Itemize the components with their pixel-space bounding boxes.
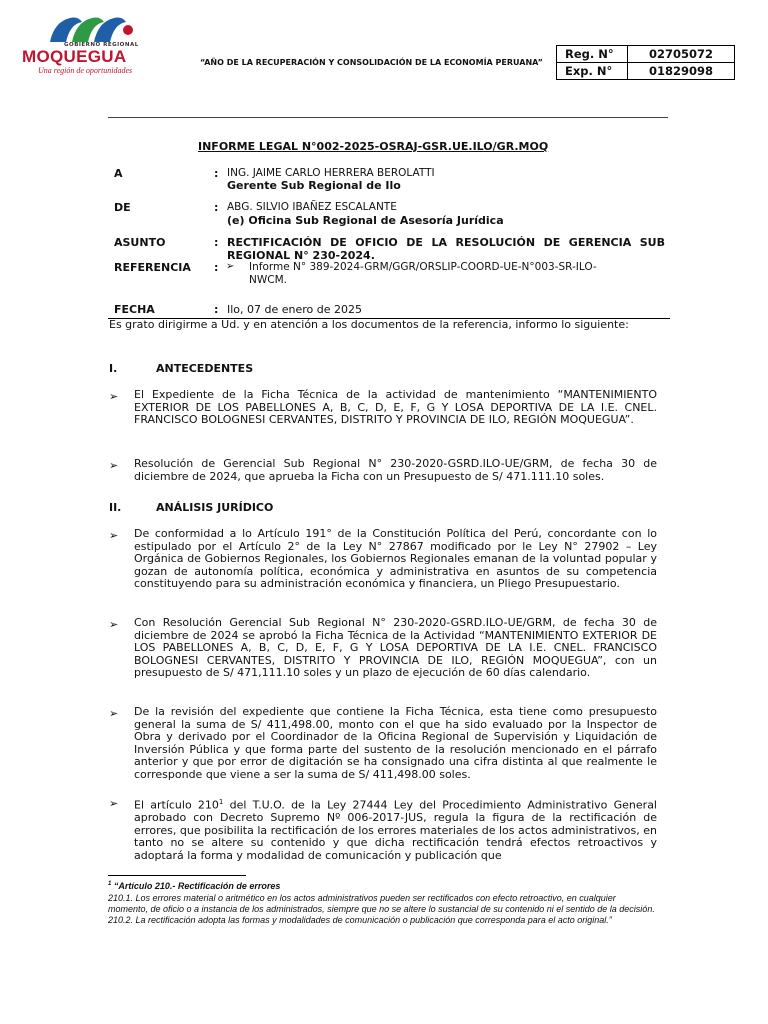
antecedente-1: El Expediente de la Ficha Técnica de la actividad de mantenimiento “MANTENIMIENTO EXTERIOR DE LOS PABELLONES A, B, C, D, E, F, G Y LOSA DEPORTIVA DE LA I.E. CNEL. FRANCISCO BOLOGNESI CERVANTES, DISTRITO Y PROVINCIA DE ILO, REGIÓN MOQUEGUA”. [134, 388, 657, 427]
exp-label: Exp. N° [557, 63, 628, 80]
field-de-label: DE [114, 201, 131, 214]
arrow-bullet-icon: ➢ [109, 797, 119, 810]
arrow-bullet-icon: ➢ [109, 618, 119, 631]
field-fecha-colon: : [214, 303, 219, 316]
field-a-label: A [114, 167, 123, 180]
field-ref-line1: Informe N° 389-2024-GRM/GGR/ORSLIP-COORD-UE-N°003-SR-ILO- [249, 261, 597, 273]
footnote-rule [108, 875, 246, 876]
field-a-colon: : [214, 167, 219, 180]
field-de-colon: : [214, 201, 219, 214]
arrow-bullet-icon: ➢ [109, 707, 119, 720]
analisis-2: Con Resolución Gerencial Sub Regional N° 230-2020-GSRD.ILO-UE/GRM, de fecha 30 de diciembre de 2024 se aprobó la Ficha Técnica de la Actividad “MANTENIMIENTO EXTERIOR DE LOS PABELLONES A, B, C, D, E, F, G Y LOSA DEPORTIVA DE LA I.E. CNEL. FRANCISCO BOLOGNESI CERVANTES, DISTRITO Y PROVINCIA DE ILO, REGIÓN MOQUEGUA”, con un presupuesto de S/ 471,111.10 soles y un plazo de ejecución de 60 días calendario. [134, 616, 657, 680]
field-de-name: ABG. SILVIO IBAÑEZ ESCALANTE [227, 201, 397, 213]
logo-slogan: Una región de oportunidades [38, 66, 133, 75]
field-asunto-line2: REGIONAL N° 230-2024. [227, 249, 375, 262]
footnote-body: 210.1. Los errores material o aritmético en los actos administrativos pueden ser rectificados con efecto retroactivo, en cualquier momento, de oficio o a instancia de los administrados, siempre que no se altere lo sustancial de su contenido ni el sentido de la decisión. 210.2. La rectificación adopta las formas y modalidades de comunicación o publicación que corresponda para el acto original.” [108, 893, 655, 926]
section-2-title: ANÁLISIS JURÍDICO [156, 501, 274, 514]
arrow-bullet-icon: ➢ [109, 459, 119, 472]
registration-box [556, 45, 735, 80]
analisis-4-start: El artículo 210 [134, 798, 219, 812]
arrow-bullet-icon: ➢ [226, 261, 235, 272]
analisis-4 [134, 796, 657, 863]
logo-name: MOQUEGUA [22, 47, 127, 66]
field-de-role: (e) Oficina Sub Regional de Asesoría Jurídica [227, 214, 504, 227]
field-ref-line2: NWCM. [249, 274, 287, 286]
reg-value: 02705072 [628, 46, 735, 63]
section-1-title: ANTECEDENTES [156, 362, 254, 375]
year-motto: “AÑO DE LA RECUPERACIÓN Y CONSOLIDACIÓN DE LA ECONOMÍA PERUANA” [200, 58, 543, 67]
arrow-bullet-icon: ➢ [109, 529, 119, 542]
analisis-1: De conformidad a lo Artículo 191° de la Constitución Política del Perú, concordante con lo estipulado por el Artículo 2° de la Ley N° 27867 modificado por le Ley N° 27902 – Ley Orgánica de Gobiernos Regionales, los Gobiernos Regionales emanan de la voluntad popular y gozan de autonomía política, económica y administrativa en asuntos de su competencia constituyendo para su administración económica y financiera, un Pliego Presupuestario. [134, 527, 657, 591]
exp-value: 01829098 [628, 63, 735, 80]
field-asunto-label: ASUNTO [114, 236, 166, 249]
intro-paragraph: Es grato dirigirme a Ud. y en atención a los documentos de la referencia, informo lo siguiente: [109, 318, 629, 331]
field-fecha-label: FECHA [114, 303, 155, 316]
document-title: INFORME LEGAL N°002-2025-OSRAJ-GSR.UE.ILO/GR.MOQ [198, 140, 549, 153]
footnote-title: “Artículo 210.- Rectificación de errores [113, 881, 281, 891]
footnote-mark: 1 [108, 881, 112, 887]
field-ref-colon: : [214, 261, 219, 274]
antecedente-2: Resolución de Gerencial Sub Regional N° 230-2020-GSRD.ILO-UE/GRM, de fecha 30 de diciembre de 2024, que aprueba la Ficha con un Presupuesto de S/ 471.111.10 soles. [134, 457, 657, 483]
footnote-ref-mark: 1 [218, 798, 224, 806]
field-fecha-value: Ilo, 07 de enero de 2025 [227, 303, 363, 316]
field-a-role: Gerente Sub Regional de Ilo [227, 179, 401, 192]
field-asunto-line1: RECTIFICACIÓN DE OFICIO DE LA RESOLUCIÓN DE GERENCIA SUB [227, 236, 665, 249]
field-asunto-colon: : [214, 236, 219, 249]
field-a-name: ING. JAIME CARLO HERRERA BEROLATTI [227, 167, 435, 179]
field-ref-label: REFERENCIA [114, 261, 191, 274]
section-2-number: II. [109, 501, 122, 514]
reg-label: Reg. N° [557, 46, 628, 63]
analisis-3: De la revisión del expediente que contiene la Ficha Técnica, esta tiene como presupuesto general la suma de S/ 411,498.00, monto con el que ha sido evaluado por la Inspector de Obra y derivado por el Coordinador de la Oficina Regional de Supervisión y Liquidación de Inversión Pública y que forma parte del sustento de la resolución mencionado en el párrafo anterior y que por error de digitación se ha consignado una cifra distinta al que realmente le corresponde que viene a ser la suma de S/ 411,498.00 soles. [134, 705, 657, 781]
logo-small-text: GOBIERNO REGIONAL [64, 42, 139, 48]
footnote-heading [108, 881, 280, 891]
section-1-number: I. [109, 362, 118, 375]
analisis-4-rest: del T.U.O. de la Ley 27444 Ley del Procedimiento Administrativo General aprobado con Decreto Supremo Nº 006-2017-JUS, regula la figura de la rectificación de errores, que posibilita la rectificación de los errores materiales de los actos administrativos, en tanto no se altere su contenido y que dicha rectificación tendrá efectos retroactivos y adoptará la forma y modalidad de comunicación y publicación que [134, 798, 657, 863]
arrow-bullet-icon: ➢ [109, 390, 119, 403]
header-divider [108, 117, 668, 118]
